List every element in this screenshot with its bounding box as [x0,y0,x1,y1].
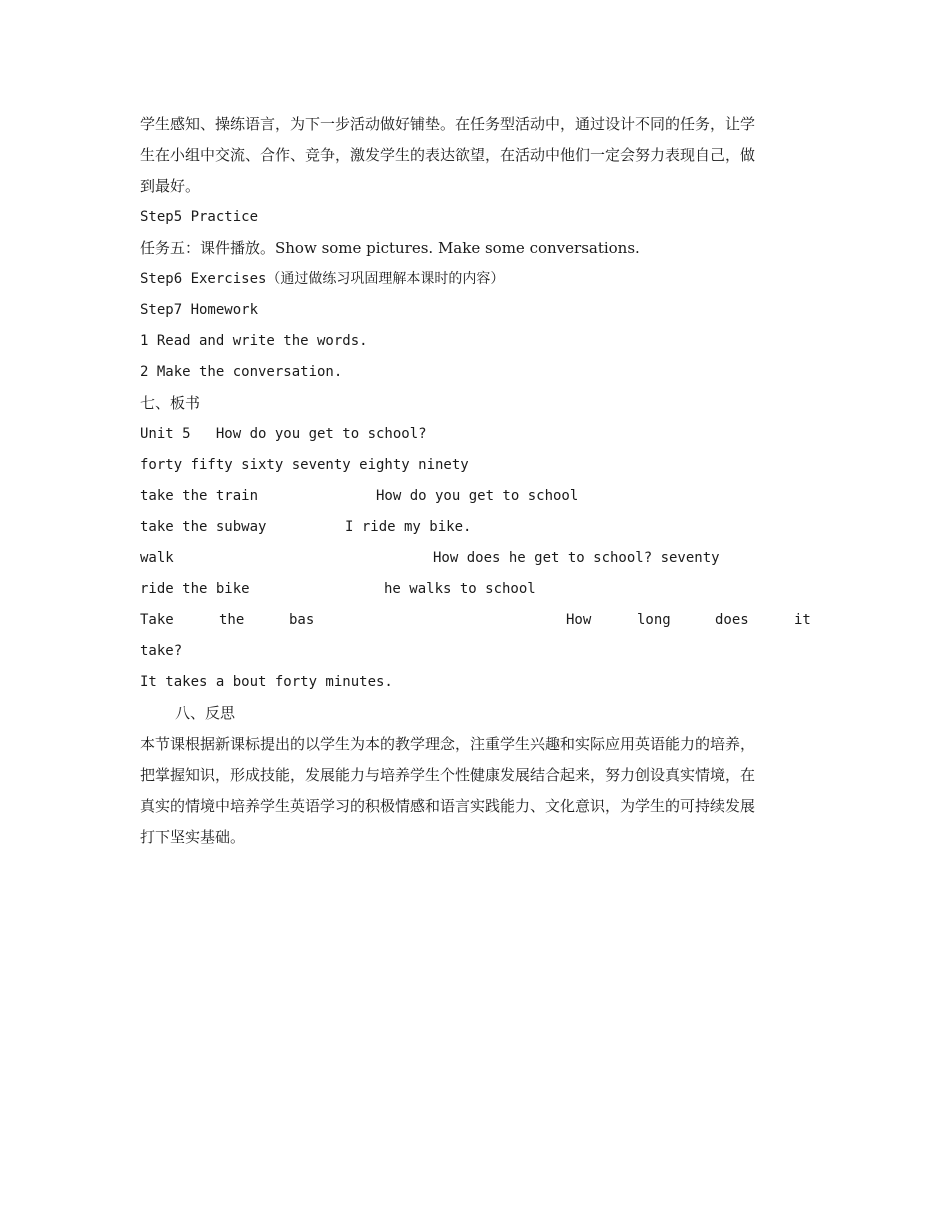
paragraph-line: 本节课根据新课标提出的以学生为本的教学理念，注重学生兴趣和实际应用英语能力的培养， [140,735,756,753]
board-row-6: It takes a bout forty minutes. [140,674,393,690]
step6-heading: Step6 Exercises（通过做练习巩固理解本课时的内容） [140,271,505,287]
homework-item-1: 1 Read and write the words. [140,333,368,349]
document-page [140,109,810,853]
board-row-2 [140,512,810,543]
section-8-heading: 八、反思 [175,704,236,722]
board-row-3 [140,543,810,574]
board-sentence: he walks to school [384,581,536,597]
step7-heading: Step7 Homework [140,302,259,318]
board-row-5-continued: take? [140,643,183,659]
board-phrase: walk [140,550,174,566]
board-word: long [637,612,671,628]
paragraph-line: 真实的情境中培养学生英语学习的积极情感和语言实践能力、文化意识，为学生的可持续发展 [140,797,756,815]
paragraph-line: 把掌握知识，形成技能，发展能力与培养学生个性健康发展结合起来，努力创设真实情境，在 [140,766,756,784]
paragraph-line: 学生感知、操练语言，为下一步活动做好铺垫。在任务型活动中，通过设计不同的任务，让学 [140,115,756,133]
paragraph-line: 打下坚实基础。 [140,828,246,846]
paragraph-line: 生在小组中交流、合作、竞争，激发学生的表达欲望，在活动中他们一定会努力表现自己，做 [140,146,756,164]
board-row-5 [140,605,810,636]
board-sentence: How do you get to school [376,488,579,504]
paragraph-line: 到最好。 [140,177,201,195]
board-word: How [566,612,592,628]
section-7-heading: 七、板书 [140,394,201,412]
board-word: bas [289,612,315,628]
board-word: it [794,612,811,628]
board-phrase: ride the bike [140,581,250,597]
board-numbers: forty fifty sixty seventy eighty ninety [140,457,469,473]
board-word: the [219,612,245,628]
board-word: does [715,612,749,628]
board-unit-title: Unit 5 How do you get to school? [140,426,427,442]
board-row-1 [140,481,810,512]
intro-paragraph [140,109,810,202]
board-sentence: I ride my bike. [345,519,472,535]
homework-item-2: 2 Make the conversation. [140,364,343,380]
reflection-paragraph [140,729,810,853]
board-row-4 [140,574,810,605]
step5-heading: Step5 Practice [140,209,259,225]
board-phrase: take the train [140,488,259,504]
task5-line: 任务五：课件播放。Show some pictures. Make some conversations. [140,239,640,257]
board-phrase: take the subway [140,519,267,535]
board-word: Take [140,612,174,628]
board-sentence: How does he get to school? seventy [433,550,720,566]
